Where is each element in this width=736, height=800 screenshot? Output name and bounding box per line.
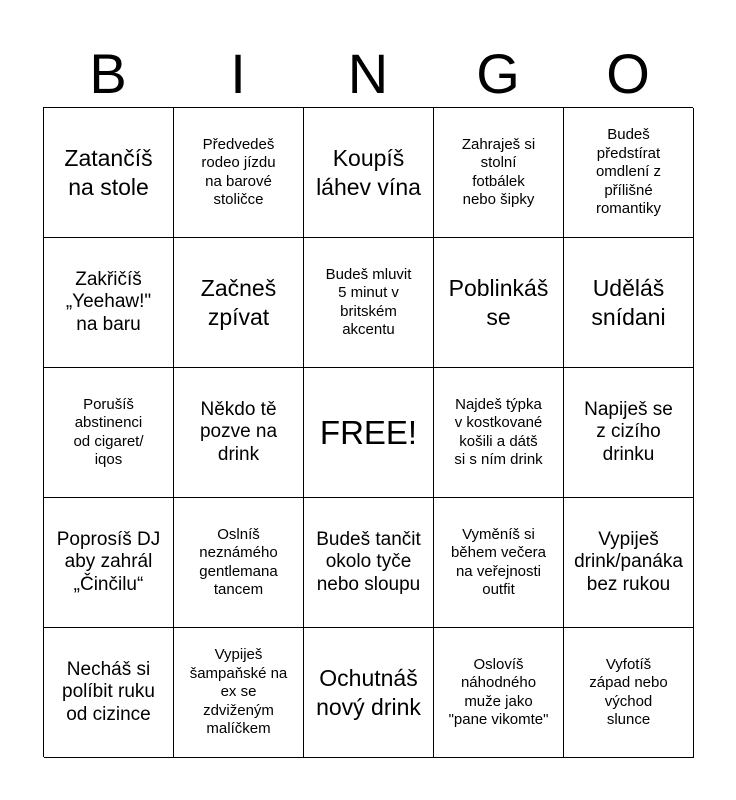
header-letter-n: N: [347, 42, 389, 105]
bingo-cell-r1-c5[interactable]: Budeš předstírat omdlení z přílišné romantiky: [564, 108, 694, 238]
bingo-cell-r1-c4[interactable]: Zahraješ si stolní fotbálek nebo šipky: [434, 108, 564, 238]
bingo-cell-r5-c5[interactable]: Vyfotíš západ nebo východ slunce: [564, 628, 694, 758]
bingo-cell-r5-c1[interactable]: Necháš si políbit ruku od cizince: [44, 628, 174, 758]
bingo-cell-r3-c5[interactable]: Napiješ se z cizího drinku: [564, 368, 694, 498]
bingo-cell-r1-c3[interactable]: Koupíš láhev vína: [304, 108, 434, 238]
header-letter-o: O: [606, 42, 650, 105]
bingo-cell-r3-c2[interactable]: Někdo tě pozve na drink: [174, 368, 304, 498]
header-letter-g: G: [476, 42, 520, 105]
bingo-cell-r4-c1[interactable]: Poprosíš DJ aby zahrál „Činčilu“: [44, 498, 174, 628]
header-letter-b: B: [89, 42, 127, 105]
bingo-cell-r4-c5[interactable]: Vypiješ drink/panáka bez rukou: [564, 498, 694, 628]
bingo-cell-r3-c4[interactable]: Najdeš týpka v kostkované košili a dátš si s ním drink: [434, 368, 564, 498]
bingo-cell-r3-c1[interactable]: Porušíš abstinenci od cigaret/ iqos: [44, 368, 174, 498]
bingo-grid: [43, 107, 693, 757]
bingo-cell-free[interactable]: FREE!: [304, 368, 434, 498]
bingo-header: [43, 40, 693, 108]
bingo-cell-r5-c2[interactable]: Vypiješ šampaňské na ex se zdviženým malíčkem: [174, 628, 304, 758]
bingo-cell-r2-c3[interactable]: Budeš mluvit 5 minut v britském akcentu: [304, 238, 434, 368]
bingo-cell-r5-c3[interactable]: Ochutnáš nový drink: [304, 628, 434, 758]
bingo-cell-r2-c4[interactable]: Poblinkáš se: [434, 238, 564, 368]
bingo-cell-r4-c3[interactable]: Budeš tančit okolo tyče nebo sloupu: [304, 498, 434, 628]
bingo-cell-r2-c2[interactable]: Začneš zpívat: [174, 238, 304, 368]
bingo-cell-r4-c2[interactable]: Oslníš neznámého gentlemana tancem: [174, 498, 304, 628]
bingo-cell-r2-c5[interactable]: Uděláš snídani: [564, 238, 694, 368]
bingo-cell-r1-c1[interactable]: Zatančíš na stole: [44, 108, 174, 238]
bingo-cell-r1-c2[interactable]: Předvedeš rodeo jízdu na barové stoličce: [174, 108, 304, 238]
header-letter-i: I: [230, 42, 246, 105]
bingo-cell-r4-c4[interactable]: Vyměníš si během večera na veřejnosti outfit: [434, 498, 564, 628]
bingo-cell-r2-c1[interactable]: Zakřičíš „Yeehaw!" na baru: [44, 238, 174, 368]
bingo-cell-r5-c4[interactable]: Oslovíš náhodného muže jako "pane vikomte": [434, 628, 564, 758]
